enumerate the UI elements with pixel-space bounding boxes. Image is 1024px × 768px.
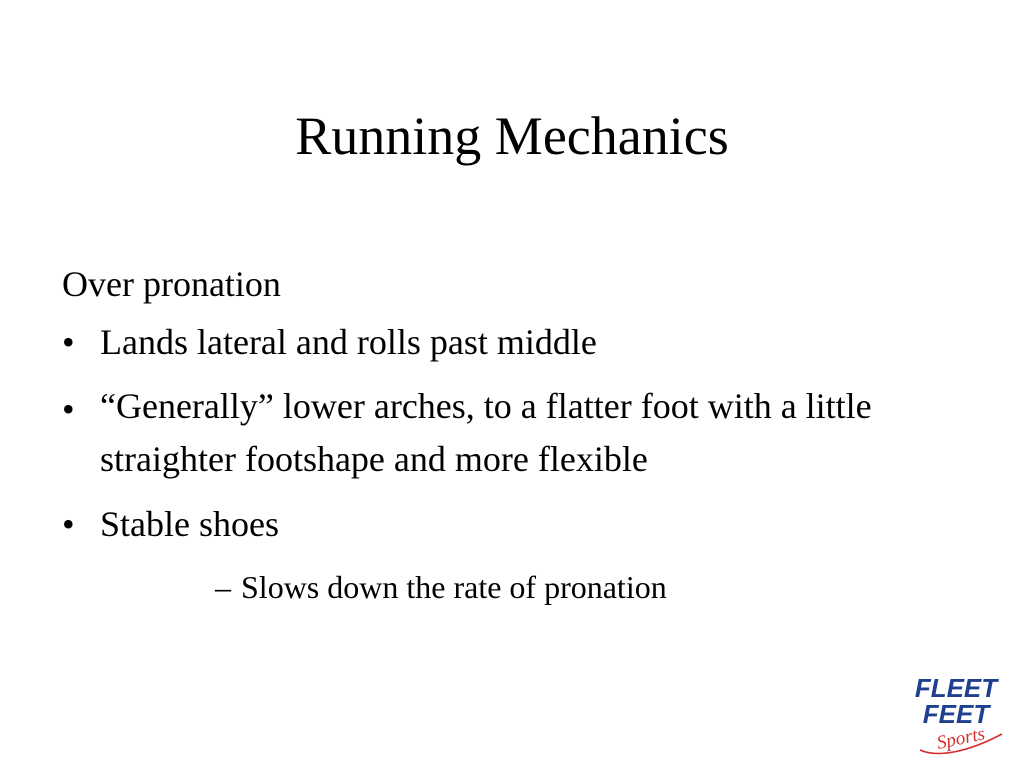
bullet-text: Lands lateral and rolls past middle — [100, 322, 597, 362]
sub-bullet-item — [215, 562, 1002, 612]
bullet-item — [62, 313, 1002, 371]
fleet-feet-sports-logo — [898, 672, 1013, 760]
logo-line2: FEET — [922, 699, 990, 729]
slide-body — [62, 255, 1002, 612]
logo-wordmark — [915, 673, 999, 729]
logo-script-text: Sports — [934, 723, 987, 754]
sub-bullet-text: Slows down the rate of pronation — [241, 569, 667, 605]
sub-bullet-marker: – — [215, 569, 231, 605]
logo-line1: FLEET — [914, 673, 998, 703]
bullet-item — [62, 380, 1002, 486]
bullet-marker: • — [62, 322, 75, 362]
slide-title: Running Mechanics — [295, 106, 729, 166]
bullet-marker: • — [62, 504, 75, 544]
bullet-text: Stable shoes — [100, 504, 279, 544]
bullet-marker: • — [62, 389, 75, 429]
bullet-item — [62, 495, 1002, 553]
body-heading: Over pronation — [62, 264, 281, 304]
bullet-text: “Generally” lower arches, to a flatter foot with a little straighter footshape and more flexible — [100, 386, 872, 479]
